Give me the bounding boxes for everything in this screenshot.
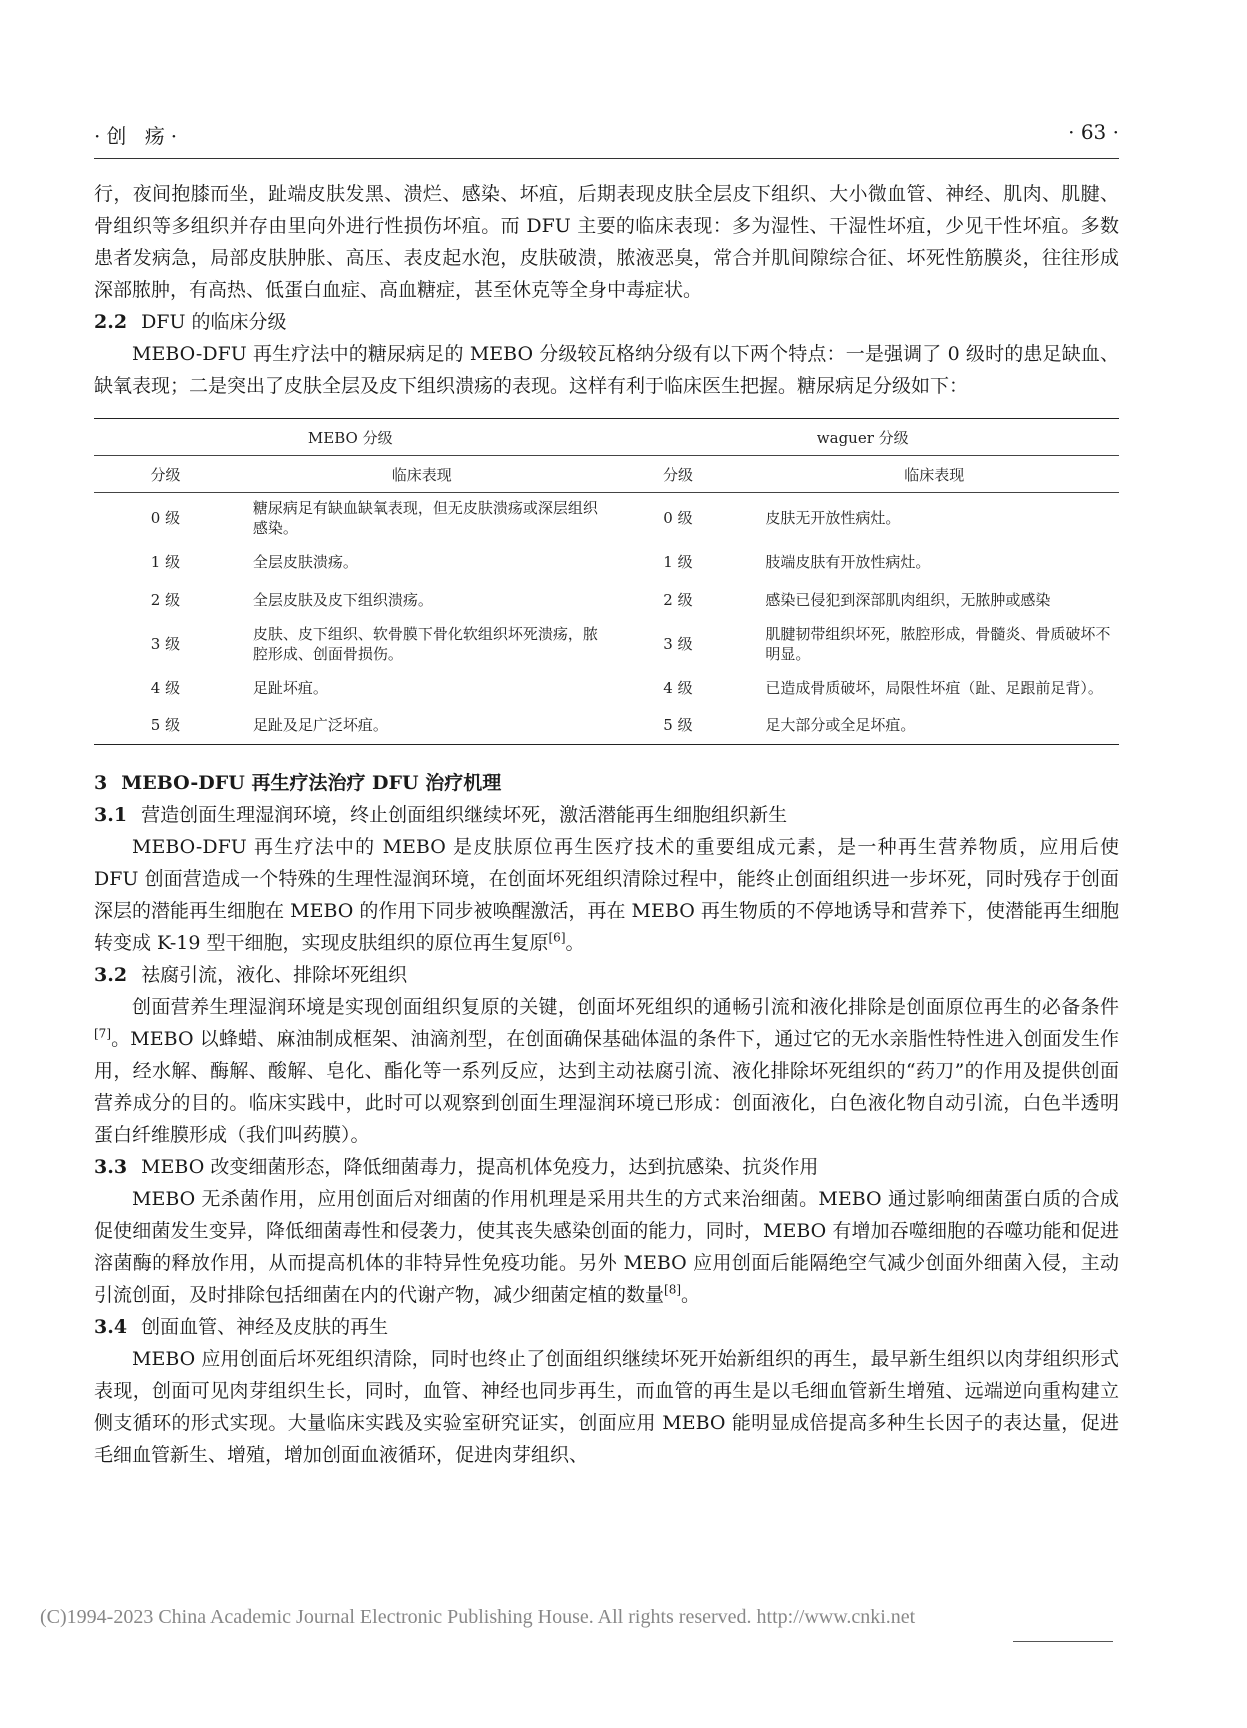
table-group-wagner: waguer 分级 <box>606 419 1119 456</box>
section-3-1-paragraph: MEBO-DFU 再生疗法中的 MEBO 是皮肤原位再生医疗技术的重要组成元素，是一种再生营养物质，应用后使 DFU 创面营造成一个特殊的生理性湿润环境，在创面坏死组织清除过程中，能终止创面组织进一步坏死，同时残存于创面深层的潜能再生细胞在 MEBO 的作用下同步被唤醒激活，再在 MEBO 再生物质的不停地诱导和营养下，使潜能再生细胞转变成 K-19 型干细胞，实现皮肤组织的原位再生复原[6]。 <box>94 836 1119 954</box>
table-row: 5 级 足趾及足广泛坏疽。 5 级 足大部分或全足坏疽。 <box>94 707 1119 745</box>
grading-table <box>94 418 1119 745</box>
section-3-heading: 3 MEBO-DFU 再生疗法治疗 DFU 治疗机理 <box>94 772 502 794</box>
intro-paragraph: 行，夜间抱膝而坐，趾端皮肤发黑、溃烂、感染、坏疽，后期表现皮肤全层皮下组织、大小微血管、神经、肌肉、肌腱、骨组织等多组织并存由里向外进行性损伤坏疽。而 DFU 主要的临床表现：多为湿性、干湿性坏疽，少见干性坏疽。多数患者发病急，局部皮肤肿胀、高压、表皮起水泡，皮肤破溃，脓液恶臭，常合并肌间隙综合征、坏死性筋膜炎，往往形成深部脓肿，有高热、低蛋白血症、高血糖症，甚至休克等全身中毒症状。 <box>94 183 1119 301</box>
copyright-footer: (C)1994-2023 China Academic Journal Electronic Publishing House. All rights reserved. http://www.cnki.net <box>40 1606 916 1628</box>
table-row: 0 级 糖尿病足有缺血缺氧表现，但无皮肤溃疡或深层组织感染。 0 级 皮肤无开放性病灶。 <box>150 498 901 537</box>
col-desc-mebo: 临床表现 <box>237 456 607 493</box>
section-3-4-paragraph: MEBO 应用创面后坏死组织清除，同时也终止了创面组织继续坏死开始新组织的再生，最早新生组织以肉芽组织形式表现，创面可见肉芽组织生长，同时，血管、神经也同步再生，而血管的再生是以毛细血管新生增殖、远端逆向重构建立侧支循环的形式实现。大量临床实践及实验室研究证实，创面应用 MEBO 能明显成倍提高多种生长因子的表达量，促进毛细血管新生、增殖，增加创面血液循环，促进肉芽组织、 <box>94 1348 1119 1466</box>
table-row: 4 级 足趾坏疽。 4 级 已造成骨质破坏，局限性坏疽（趾、足跟前足背）。 <box>150 678 1103 697</box>
table-row: 1 级 全层皮肤溃疡。 1 级 肢端皮肤有开放性病灶。 <box>150 552 931 571</box>
running-header <box>94 114 1119 154</box>
section-3-4-heading: 3.4 创面血管、神经及皮肤的再生 <box>94 1316 389 1338</box>
footer-rule <box>1013 1641 1113 1642</box>
table-row: 3 级 皮肤、皮下组织、软骨膜下骨化软组织坏死溃疡，脓腔形成、创面骨损伤。 3 级 肌腱韧带组织坏死，脓腔形成，骨髓炎、骨质破坏不明显。 <box>150 624 1111 663</box>
section-3-3-heading: 3.3 MEBO 改变细菌形态，降低细菌毒力，提高机体免疫力，达到抗感染、抗炎作用 <box>94 1156 819 1178</box>
col-desc-wagner: 临床表现 <box>749 456 1119 493</box>
section-2-2-paragraph: MEBO-DFU 再生疗法中的糖尿病足的 MEBO 分级较瓦格纳分级有以下两个特点：一是强调了 0 级时的患足缺血、缺氧表现；二是突出了皮肤全层及皮下组织溃疡的表现。这样有利于临床医生把握。糖尿病足分级如下： <box>94 343 1119 397</box>
col-grade-mebo: 分级 <box>94 456 237 493</box>
page-number: · 63 · <box>1068 120 1119 144</box>
citation-7: [7] <box>94 1026 111 1041</box>
table-row: 2 级 全层皮肤及皮下组织溃疡。 2 级 感染已侵犯到深部肌肉组织，无脓肿或感染 <box>150 590 1051 609</box>
col-grade-wagner: 分级 <box>606 456 749 493</box>
section-3-1-heading: 3.1 营造创面生理湿润环境，终止创面组织继续坏死，激活潜能再生细胞组织新生 <box>94 804 788 826</box>
section-3-2-paragraph: 创面营养生理湿润环境是实现创面组织复原的关键，创面坏死组织的通畅引流和液化排除是创面原位再生的必备条件[7]。MEBO 以蜂蜡、麻油制成框架、油滴剂型，在创面确保基础体温的条件下，通过它的无水亲脂性特性进入创面发生作用，经水解、酶解、酸解、皂化、酯化等一系列反应，达到主动祛腐引流、液化排除坏死组织的“药刀”的作用及提供创面营养成分的目的。临床实践中，此时可以观察到创面生理湿润环境已形成：创面液化，白色液化物自动引流，白色半透明蛋白纤维膜形成（我们叫药膜）。 <box>94 996 1119 1146</box>
table-group-mebo: MEBO 分级 <box>94 419 606 456</box>
journal-name: ·创 疡· <box>94 124 184 148</box>
citation-8: [8] <box>664 1282 682 1297</box>
section-2-2-heading: 2.2 DFU 的临床分级 <box>94 311 287 333</box>
citation-6: [6] <box>548 930 566 945</box>
article-body <box>94 178 1119 1471</box>
section-3-3-paragraph: MEBO 无杀菌作用，应用创面后对细菌的作用机理是采用共生的方式来治细菌。MEBO 通过影响细菌蛋白质的合成促使细菌发生变异，降低细菌毒性和侵袭力，使其丧失感染创面的能力，同时，MEBO 有增加吞噬细胞的吞噬功能和促进溶菌酶的释放作用，从而提高机体的非特异性免疫功能。另外 MEBO 应用创面后能隔绝空气减少创面外细菌入侵，主动引流创面，及时排除包括细菌在内的代谢产物，减少细菌定植的数量[8]。 <box>94 1188 1119 1306</box>
header-rule <box>94 158 1119 159</box>
section-3-2-heading: 3.2 祛腐引流，液化、排除坏死组织 <box>94 964 408 986</box>
